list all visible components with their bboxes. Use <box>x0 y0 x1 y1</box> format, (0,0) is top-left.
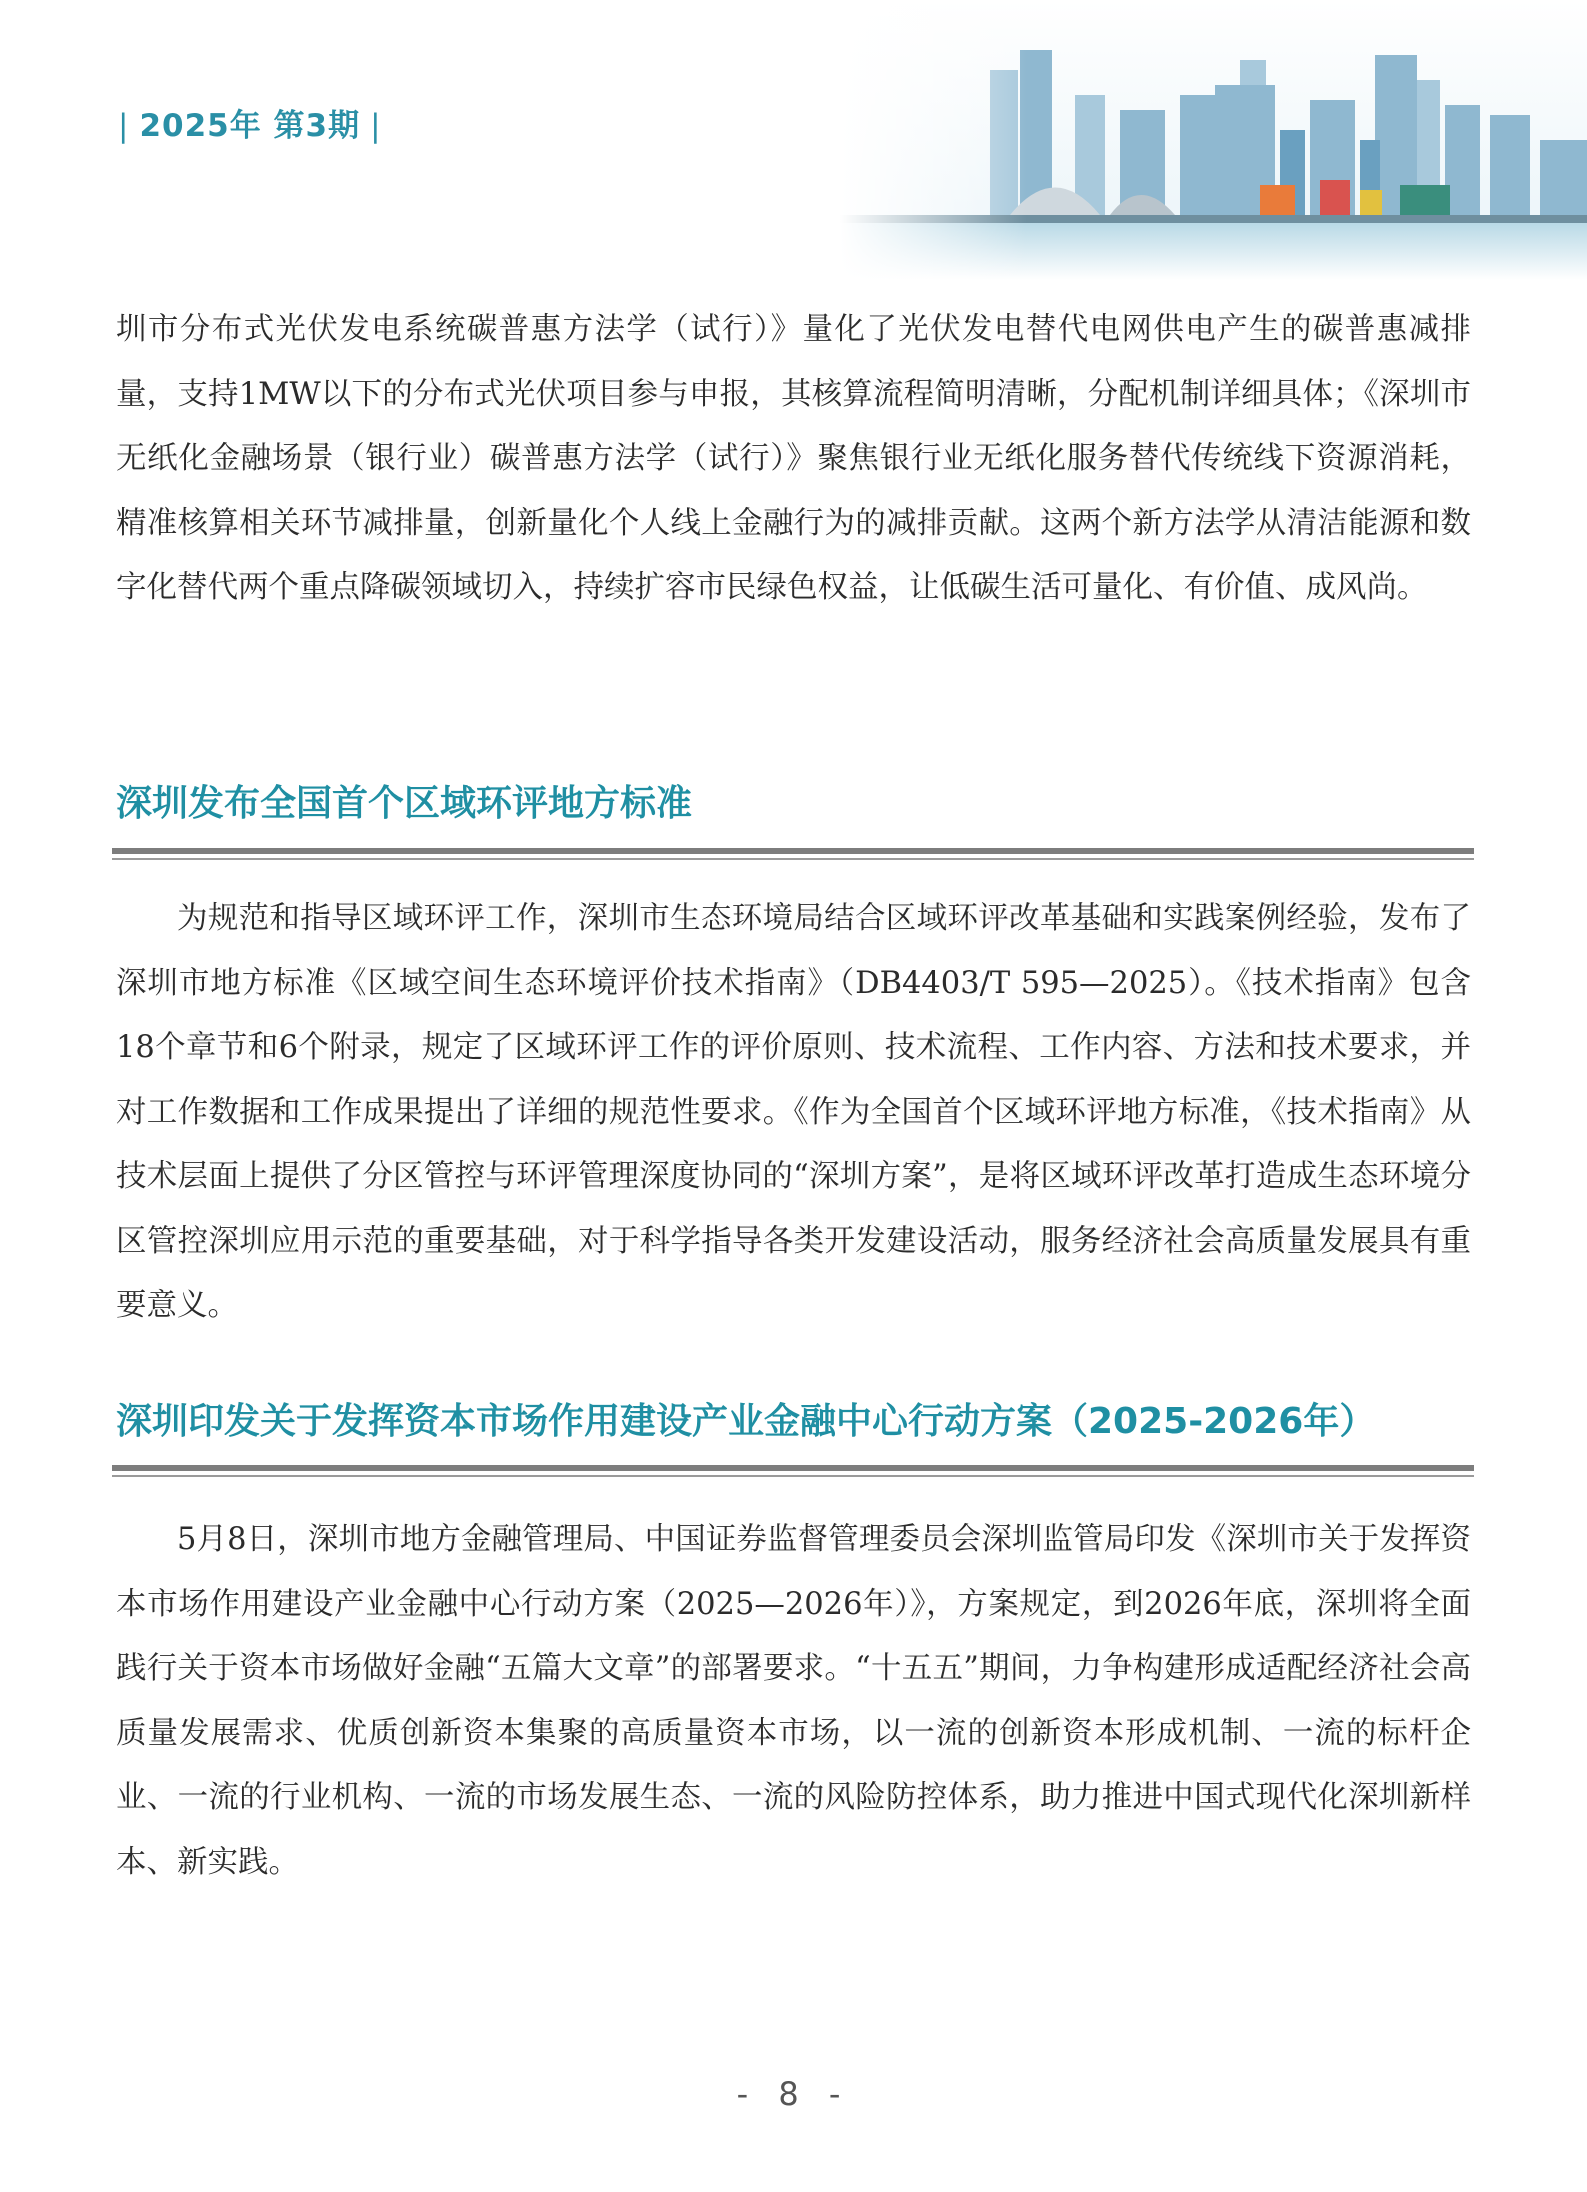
section-paragraph-1: 为规范和指导区域环评工作，深圳市生态环境局结合区域环评改革基础和实践案例经验，发布了深圳市地方标准《区域空间生态环境评价技术指南》（DB4403/T 595—2025）。《技术指南》包含18个章节和6个附录，规定了区域环评工作的评价原则、技术流程、工作内容、方法和技术要求，并对工作数据和工作成果提出了详细的规范性要求。《作为全国首个区域环评地方标准，《技术指南》从技术层面上提供了分区管控与环评管理深度协同的“深圳方案”，是将区域环评改革打造成生态环境分区管控深圳应用示范的重要基础，对于科学指导各类开发建设活动，服务经济社会高质量发展具有重要意义。 <box>116 901 1471 1323</box>
section-paragraph-2: 5月8日，深圳市地方金融管理局、中国证券监督管理委员会深圳监管局印发《深圳市关于发挥资本市场作用建设产业金融中心行动方案（2025—2026年）》，方案规定，到2026年底，深圳将全面践行关于资本市场做好金融“五篇大文章”的部署要求。“十五五”期间，力争构建形成适配经济社会高质量发展需求、优质创新资本集聚的高质量资本市场，以一流的创新资本形成机制、一流的标杆企业、一流的行业机构、一流的市场发展生态、一流的风险防控体系，助力推进中国式现代化深圳新样本、新实践。 <box>116 1522 1471 1880</box>
section-title-2: 深圳印发关于发挥资本市场作用建设产业金融中心行动方案（2025-2026年） <box>116 1401 1376 1442</box>
issue-header <box>108 100 392 145</box>
city-skyline-illustration <box>840 0 1587 280</box>
header-bar-right: | <box>370 108 382 144</box>
header-bar-left: | <box>118 108 130 144</box>
section-divider-1 <box>112 848 1474 860</box>
section-title-1: 深圳发布全国首个区域环评地方标准 <box>116 783 693 824</box>
section-body-1 <box>116 887 1471 1339</box>
intro-block <box>116 298 1471 621</box>
issue-label: 2025年 第3期 <box>139 108 361 144</box>
intro-paragraph: 圳市分布式光伏发电系统碳普惠方法学（试行）》量化了光伏发电替代电网供电产生的碳普惠减排量，支持1MW以下的分布式光伏项目参与申报，其核算流程简明清晰，分配机制详细具体；《深圳市无纸化金融场景（银行业）碳普惠方法学（试行）》聚焦银行业无纸化服务替代传统线下资源消耗，精准核算相关环节减排量，创新量化个人线上金融行为的减排贡献。这两个新方法学从清洁能源和数字化替代两个重点降碳领域切入，持续扩容市民绿色权益，让低碳生活可量化、有价值、成风尚。 <box>116 312 1471 605</box>
section-divider-2 <box>112 1465 1474 1477</box>
page-number: - 8 - <box>736 2075 851 2113</box>
section-body-2 <box>116 1508 1471 1895</box>
